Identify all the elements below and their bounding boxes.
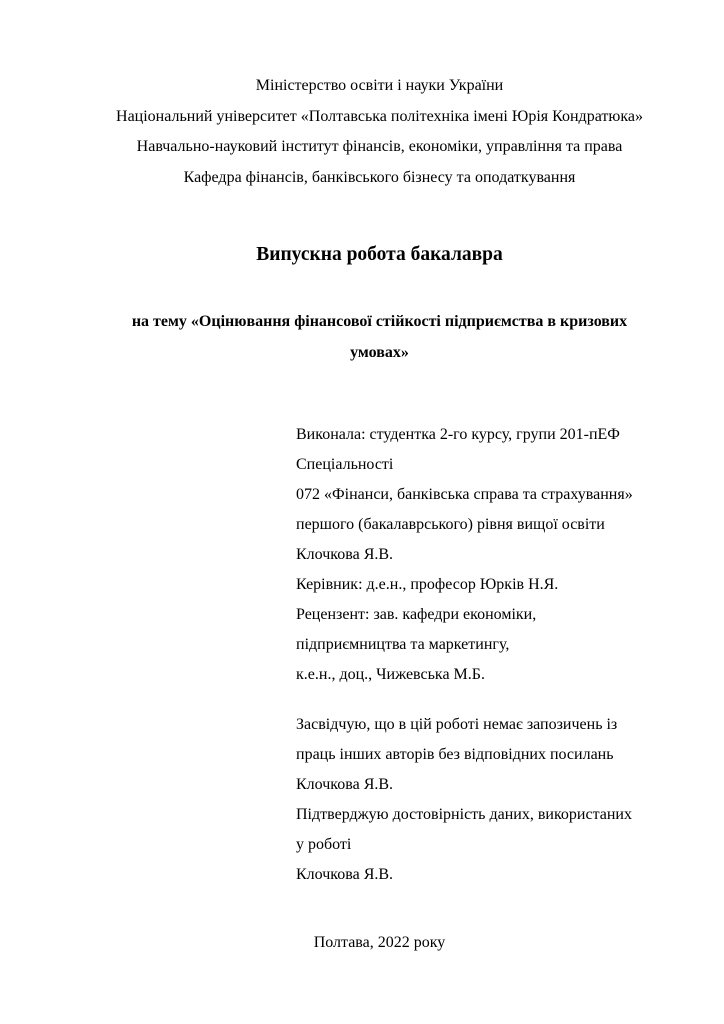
theme-line-1: на тему «Оцінювання фінансової стійкості підприємства в кризових [131,313,628,330]
speciality-label-line: Спеціальності [296,456,394,473]
thesis-title [94,240,665,271]
theme-line-2: умовах» [350,344,409,361]
reviewer-line-3: к.е.н., доц., Чижевська М.Б. [296,666,485,683]
supervisor-line: Керівник: д.е.н., професор Юрків Н.Я. [296,576,559,593]
author-credentials [296,420,684,690]
attestation-statements [296,710,684,890]
city-year-footer [94,928,665,958]
executor-line: Виконала: студентка 2-го курсу, групи 201-пЕФ [296,426,620,443]
data-accuracy-line-2: у роботі [296,836,352,853]
author-name-line: Клочкова Я.В. [296,546,394,563]
city-year-text: Полтава, 2022 року [313,934,446,951]
signature-name-line-2: Клочкова Я.В. [296,866,394,883]
no-plagiarism-line-1: Засвідчую, що в цій роботі немає запозичень із [296,716,618,733]
signature-name-line-1: Клочкова Я.В. [296,776,394,793]
university-line: Національний університет «Полтавська політехніка імені Юрія Кондратюка» [116,107,643,125]
no-plagiarism-line-2: праць інших авторів без відповідних посилань [296,746,614,763]
ministry-line: Міністерство освіти і науки України [255,77,504,94]
institution-header [94,71,665,193]
thesis-title-text: Випускна робота бакалавра [256,244,503,265]
thesis-theme [94,306,665,368]
department-line: Кафедра фінансів, банківського бізнесу та оподаткування [183,168,576,186]
speciality-code-line: 072 «Фінанси, банківська справа та страхування» [296,486,633,503]
data-accuracy-line-1: Підтверджую достовірність даних, використаних [296,806,632,823]
institute-line: Навчально-науковий інститут фінансів, економіки, управління та права [136,138,623,155]
reviewer-line-1: Рецензент: зав. кафедри економіки, [296,606,537,623]
degree-level-line: першого (бакалаврського) рівня вищої освіти [296,516,605,533]
reviewer-line-2: підприємництва та маркетингу, [296,636,510,653]
